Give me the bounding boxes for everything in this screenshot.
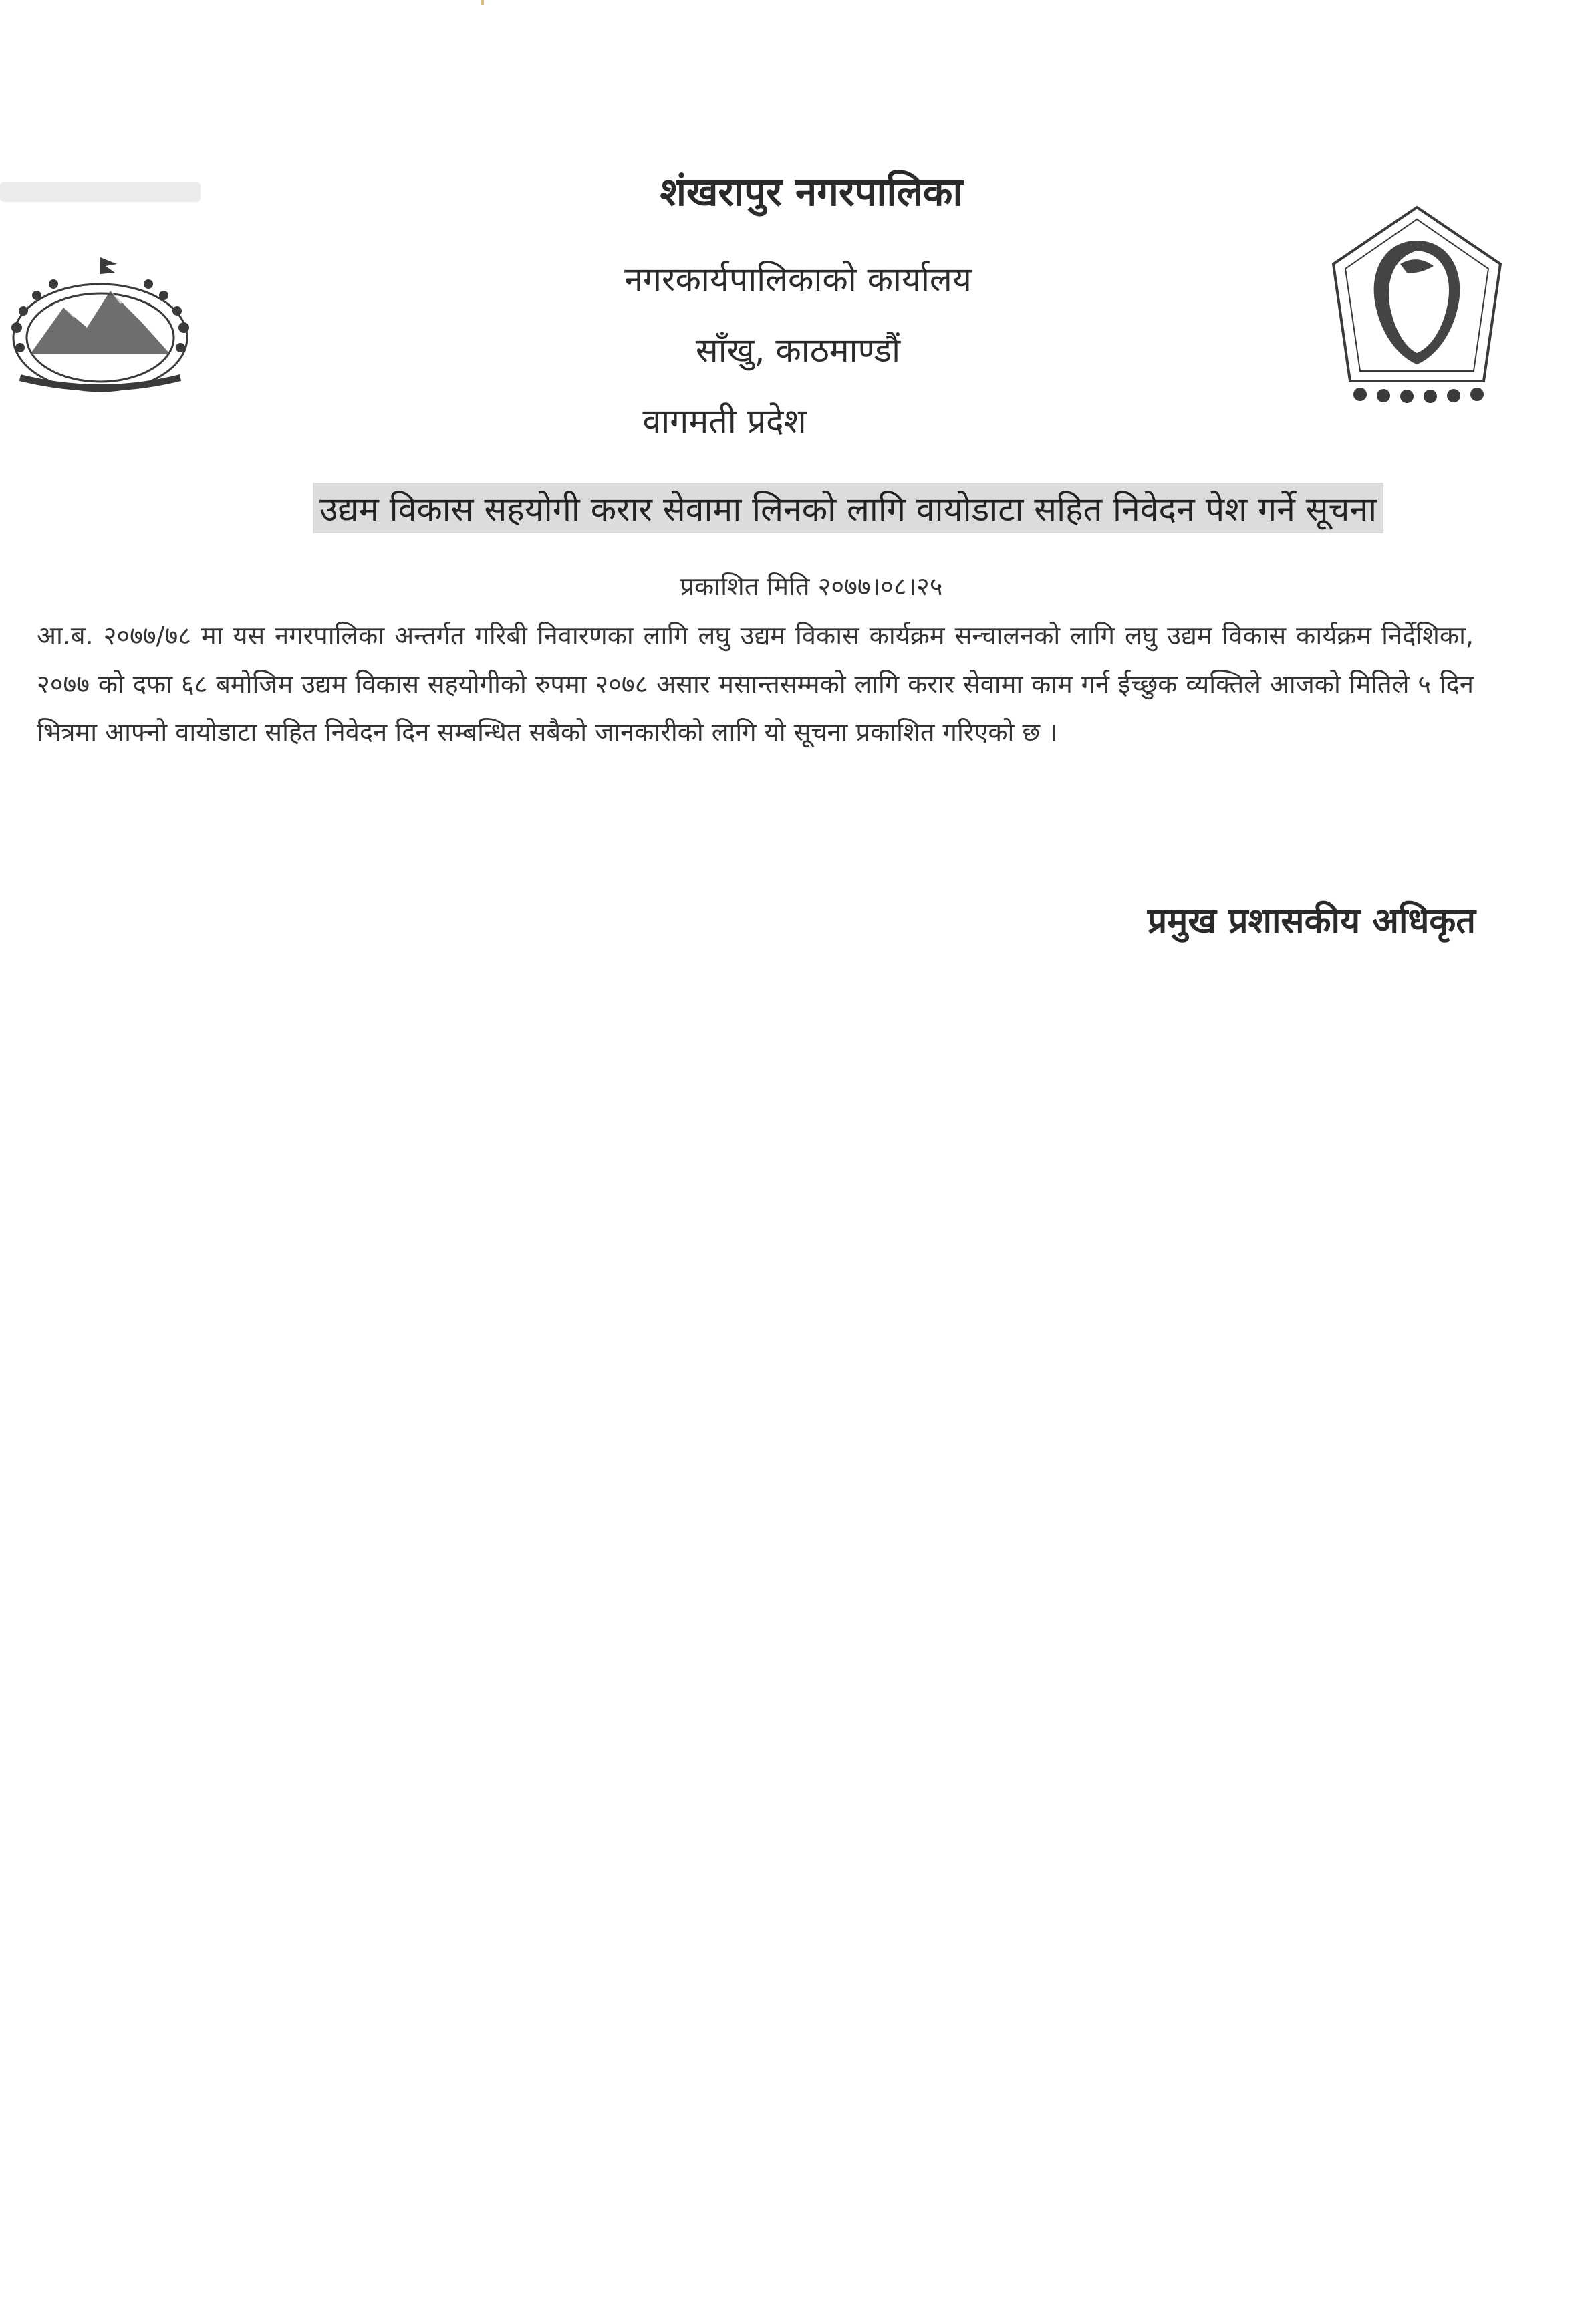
signatory-title: प्रमुख प्रशासकीय अधिकृत: [1147, 901, 1476, 941]
paper-speck: [481, 0, 484, 5]
office-province: वागमती प्रदेश: [642, 402, 807, 441]
conch-shell-emblem-icon: [1320, 201, 1514, 408]
notice-subject: उद्यम विकास सहयोगी करार सेवामा लिनको लागि वायोडाटा सहित निवेदन पेश गर्ने सूचना: [313, 483, 1383, 533]
subject-row: [0, 483, 1596, 533]
office-address: साँखु, काठमाण्डौं: [695, 331, 901, 370]
published-date: प्रकाशित मिति २०७७।०८।२५: [680, 572, 943, 601]
notice-body: आ.ब. २०७७/७८ मा यस नगरपालिका अन्तर्गत गरिबी निवारणका लागि लघु उद्यम विकास कार्यक्रम सन्चालनको लागि लघु उद्यम विकास कार्यक्रम निर्देशिका, २०७७ को दफा ६८ बमोजिम उद्यम विकास सहयोगीको रुपमा २०७८ असार मसान्तसम्मको लागि करार सेवामा काम गर्न ईच्छुक व्यक्तिले आजको मितिले ५ दिन भित्रमा आफ्नो वायोडाटा सहित निवेदन दिन सम्बन्धित सबैको जानकारीको लागि यो सूचना प्रकाशित गरिएको छ ।: [37, 621, 1474, 747]
office-subtitle: नगरकार्यपालिकाको कार्यालय: [624, 260, 972, 299]
office-name-heading: शंखरापुर नगरपालिका: [660, 169, 963, 215]
